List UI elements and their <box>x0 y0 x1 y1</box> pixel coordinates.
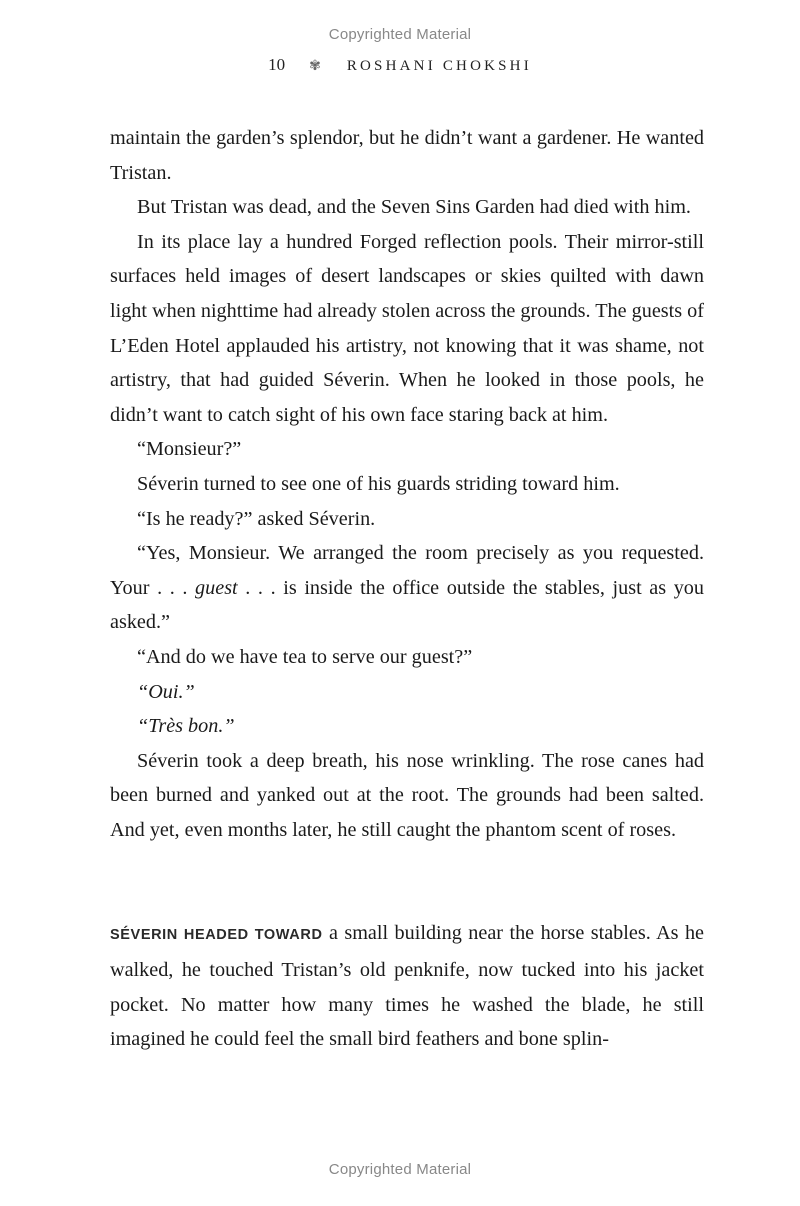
paragraph <box>110 536 704 640</box>
paragraph: “Monsieur?” <box>137 438 242 461</box>
italic-dialogue: “Très bon.” <box>137 715 235 738</box>
watermark-top: Copyrighted Material <box>328 26 472 43</box>
paragraph: But Tristan was dead, and the Seven Sins Garden had died with him. <box>137 196 691 219</box>
italic-dialogue: “Oui.” <box>137 680 195 703</box>
body-text <box>110 121 704 1057</box>
dialogue-text: . . . is inside the office outside the stables, just as you asked.” <box>110 576 704 634</box>
page-number: 10 <box>268 55 286 74</box>
section-lead-in: SÉVERIN HEADED TOWARD <box>110 927 323 944</box>
fleuron-icon: ✾ <box>309 58 321 74</box>
paragraph <box>110 675 704 710</box>
paragraph <box>110 709 704 744</box>
paragraph: “And do we have tea to serve our guest?” <box>137 645 473 668</box>
running-head <box>0 55 800 75</box>
paragraph: In its place lay a hundred Forged reflection pools. Their mirror-still surfaces held images of desert landscapes or skies quilted with dawn light when nighttime had already stolen across the grounds. The guests of L’Eden Hotel applauded his artistry, not knowing that it was shame, not artistry, that had guided Séverin. When he looked in those pools, he didn’t want to catch sight of his own face staring back at him. <box>110 230 704 426</box>
paragraph: Séverin turned to see one of his guards striding toward him. <box>137 472 620 495</box>
watermark-bottom: Copyrighted Material <box>328 1161 472 1178</box>
italic-word: guest <box>195 576 238 599</box>
dialogue-text: “Yes, Monsieur. We arranged the room precisely as you requested. Your . . . <box>110 542 704 599</box>
paragraph-text: a small building near the horse stables. As he walked, he touched Tristan’s old penknife, now tucked into his jacket pocket. No matter how many times he washed the blade, he still imagined he could feel the small bird feathers and bone splin- <box>110 922 704 1051</box>
paragraph: “Is he ready?” asked Séverin. <box>137 507 376 530</box>
paragraph: Séverin took a deep breath, his nose wrinkling. The rose canes had been burned and yanked out at the root. The grounds had been salted. And yet, even months later, he still caught the phantom scent of roses. <box>110 749 704 841</box>
section-start-paragraph <box>110 916 704 1056</box>
paragraph: maintain the garden’s splendor, but he didn’t want a gardener. He wanted Tristan. <box>110 127 704 184</box>
author-name: ROSHANI CHOKSHI <box>346 58 532 74</box>
